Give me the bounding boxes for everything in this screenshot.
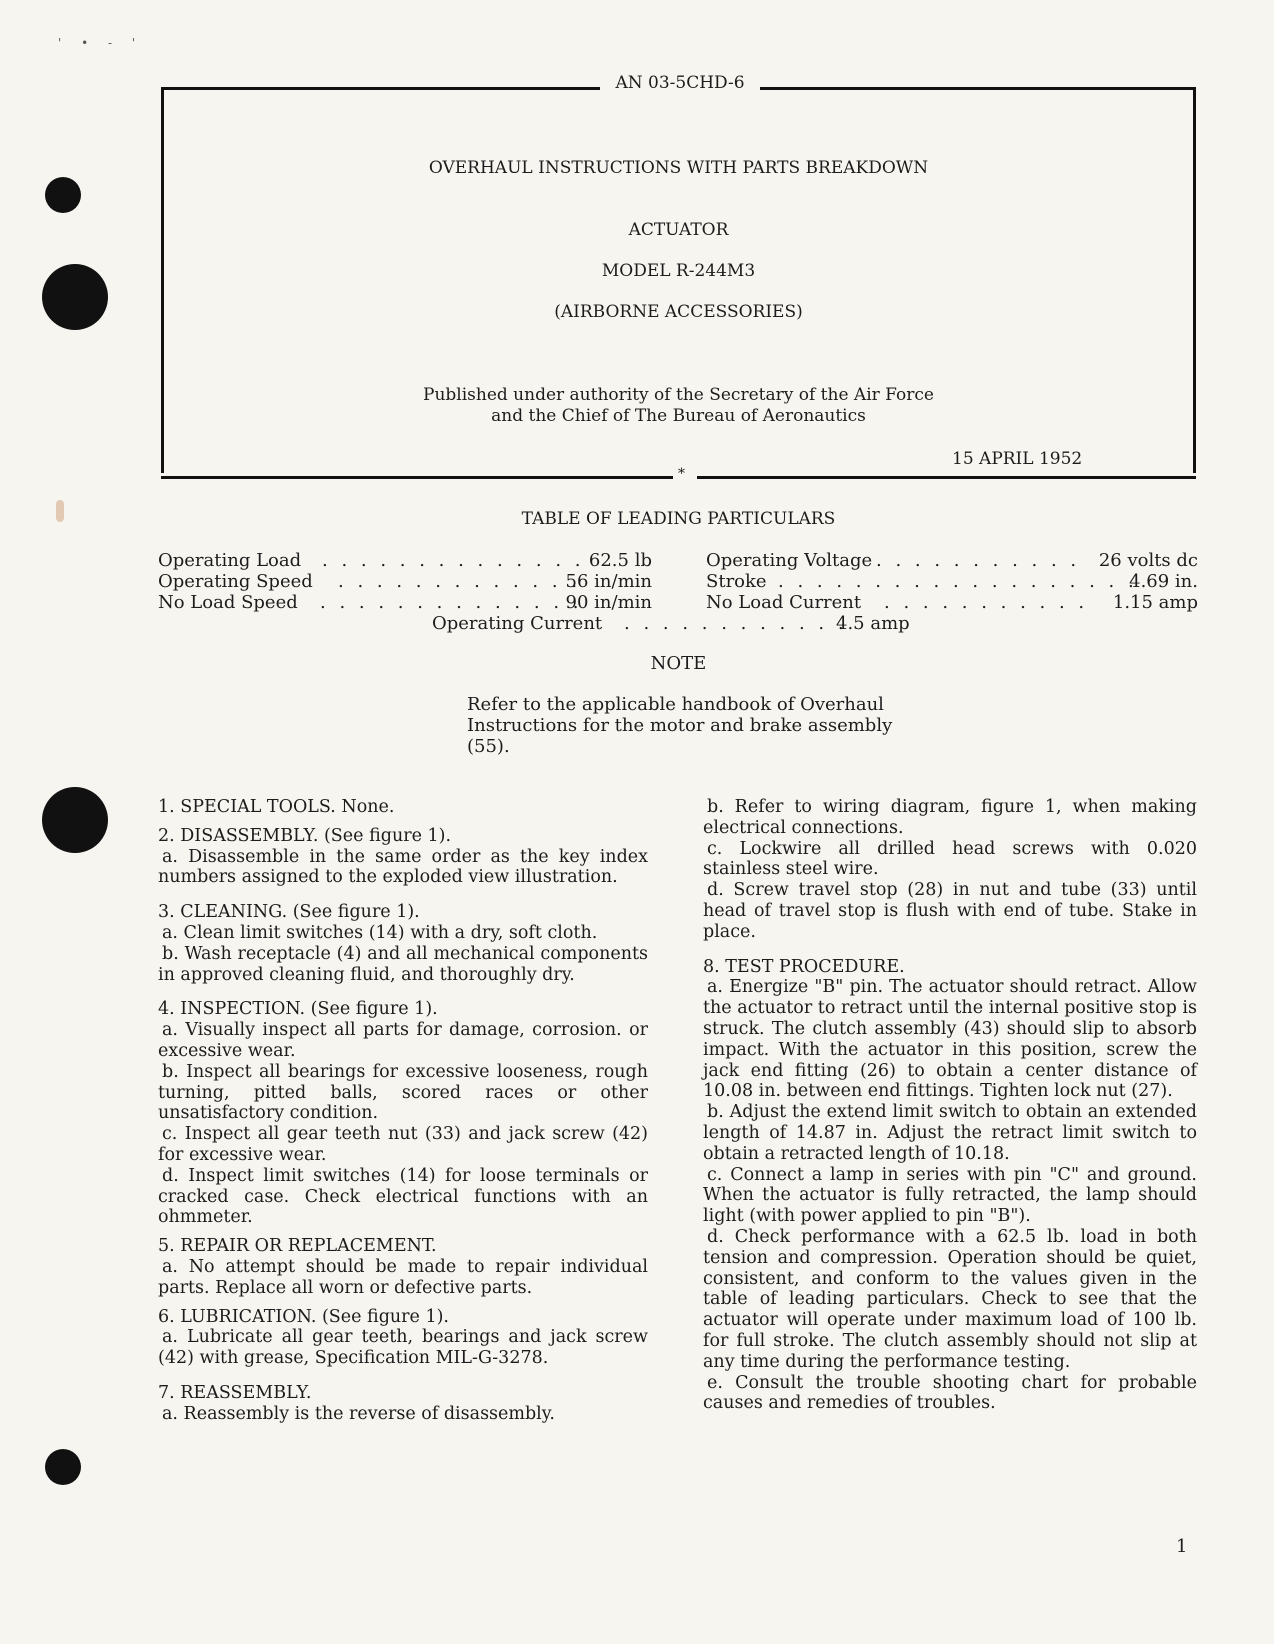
model-title: MODEL R-244M3	[601, 261, 756, 281]
particular-value: 1.15 amp	[1112, 592, 1198, 613]
section-heading: 8. TEST PROCEDURE.	[703, 956, 905, 977]
paragraph: b. Inspect all bearings for excessive looseness, rough turning, pitted balls, scored races or other unsatisfactory condition.	[158, 1061, 648, 1124]
particular-value: 56 in/min	[565, 571, 652, 592]
paragraph: a. Disassemble in the same order as the key index numbers assigned to the exploded view illustration.	[158, 846, 648, 888]
paragraph: a. Clean limit switches (14) with a dry, soft cloth.	[162, 922, 598, 943]
paragraph: c. Lockwire all drilled head screws with 0.020 stainless steel wire.	[703, 838, 1197, 880]
section-heading: 5. REPAIR OR REPLACEMENT.	[158, 1236, 437, 1257]
paragraph: b. Adjust the extend limit switch to obtain an extended length of 14.87 in. Adjust the retract limit switch to obtain a retracted length of 10.18.	[703, 1102, 1197, 1164]
dot-leader: . . . . . . . . . . . . . .	[320, 592, 583, 613]
note-text: Refer to the applicable handbook of Overhaul	[467, 694, 884, 715]
paragraph: d. Inspect limit switches (14) for loose terminals or cracked case. Check electrical functions with an ohmmeter.	[158, 1165, 648, 1228]
dot-leader: . . . . . . . . . . . .	[624, 613, 848, 634]
particular-value: 26 volts dc	[1098, 550, 1198, 571]
section-heading: 2. DISASSEMBLY. (See figure 1).	[158, 825, 452, 846]
dot-leader: . . . . . . . . . . . . . .	[322, 550, 585, 571]
paragraph: c. Inspect all gear teeth nut (33) and jack screw (42) for excessive wear.	[158, 1124, 648, 1165]
particular-label: Stroke	[706, 571, 767, 592]
manufacturer-title: (AIRBORNE ACCESSORIES)	[554, 302, 803, 322]
divider	[161, 476, 674, 479]
note-text: (55).	[467, 736, 510, 757]
section-heading: 6. LUBRICATION. (See figure 1).	[158, 1306, 449, 1327]
left-column	[158, 797, 648, 1425]
particular-value: 4.69 in.	[1129, 571, 1198, 592]
dot-leader: . . . . . . . . . . . . .	[338, 571, 582, 592]
paragraph: a. Lubricate all gear teeth, bearings and jack screw (42) with grease, Specification MIL-G-3278.	[158, 1327, 648, 1369]
document-title: OVERHAUL INSTRUCTIONS WITH PARTS BREAKDOWN	[428, 158, 929, 178]
page-number: 1	[1176, 1536, 1188, 1557]
paragraph: a. Visually inspect all parts for damage, corrosion. or excessive wear.	[158, 1020, 648, 1061]
particular-value: 90 in/min	[565, 592, 652, 613]
dot-leader: . . . . . . . . . . .	[884, 592, 1089, 613]
divider	[697, 476, 1196, 479]
particular-value: 4.5 amp	[836, 613, 910, 634]
document-number: AN 03-5CHD-6	[600, 71, 760, 95]
particular-label: Operating Speed	[158, 571, 313, 592]
binder-hole	[45, 1449, 81, 1485]
note-heading: NOTE	[650, 653, 707, 674]
paragraph: e. Consult the trouble shooting chart for probable causes and remedies of troubles.	[703, 1372, 1197, 1414]
scan-marks: ' • - '	[58, 36, 144, 50]
paragraph: a. Reassembly is the reverse of disassembly.	[162, 1403, 555, 1424]
section-heading: 1. SPECIAL TOOLS. None.	[158, 797, 395, 817]
subject-title: ACTUATOR	[628, 220, 729, 240]
binder-hole	[45, 177, 81, 213]
binder-hole	[42, 787, 108, 853]
dot-leader: . . . . . . . . . . .	[876, 550, 1081, 571]
paragraph: c. Connect a lamp in series with pin "C" and ground. When the actuator is fully retracted, the lamp should light (with power applied to pin "B").	[703, 1164, 1197, 1227]
section-heading: 7. REASSEMBLY.	[158, 1382, 312, 1403]
scan-smudge	[56, 500, 64, 522]
authority-line: and the Chief of The Bureau of Aeronautics	[491, 406, 866, 426]
particular-label: Operating Voltage	[706, 550, 873, 571]
paragraph: a. Energize "B" pin. The actuator should retract. Allow the actuator to retract until the internal positive stop is struck. The clutch assembly (43) should slip to absorb impact. With the actuator in this position, screw the jack end fitting (26) to obtain a center distance of 10.08 in. between end fittings. Tighten lock nut (27).	[703, 977, 1197, 1102]
particular-label: Operating Current	[432, 613, 603, 634]
particular-label: No Load Speed	[158, 592, 298, 613]
paragraph: d. Screw travel stop (28) in nut and tube (33) until head of travel stop is flush with end of tube. Stake in place.	[703, 880, 1197, 942]
binder-hole	[42, 264, 108, 330]
note-text: Instructions for the motor and brake assembly	[467, 715, 893, 736]
right-column	[703, 797, 1197, 1414]
paragraph: d. Check performance with a 62.5 lb. load in both tension and compression. Operation should be quiet, consistent, and conform to the values given in the table of leading particulars. Check to see that the actuator will operate under maximum load of 100 lb. for full stroke. The clutch assembly should not slip at any time during the performance testing.	[703, 1226, 1197, 1372]
authority-line: Published under authority of the Secretary of the Air Force	[423, 385, 934, 405]
star-mark: *	[673, 466, 690, 482]
paragraph: b. Wash receptacle (4) and all mechanical components in approved cleaning fluid, and thoroughly dry.	[158, 943, 648, 985]
particular-value: 62.5 lb	[588, 550, 652, 571]
paragraph: a. No attempt should be made to repair individual parts. Replace all worn or defective parts.	[158, 1256, 648, 1298]
section-heading: 4. INSPECTION. (See figure 1).	[158, 999, 438, 1020]
particulars-heading: TABLE OF LEADING PARTICULARS	[521, 509, 836, 529]
dot-leader: . . . . . . . . . . . . . . . . . . .	[778, 571, 1138, 592]
particular-label: Operating Load	[158, 550, 302, 571]
publication-date: 15 APRIL 1952	[952, 449, 1083, 469]
particular-label: No Load Current	[706, 592, 862, 613]
section-heading: 3. CLEANING. (See figure 1).	[158, 902, 420, 923]
paragraph: b. Refer to wiring diagram, figure 1, when making electrical connections.	[703, 797, 1197, 838]
